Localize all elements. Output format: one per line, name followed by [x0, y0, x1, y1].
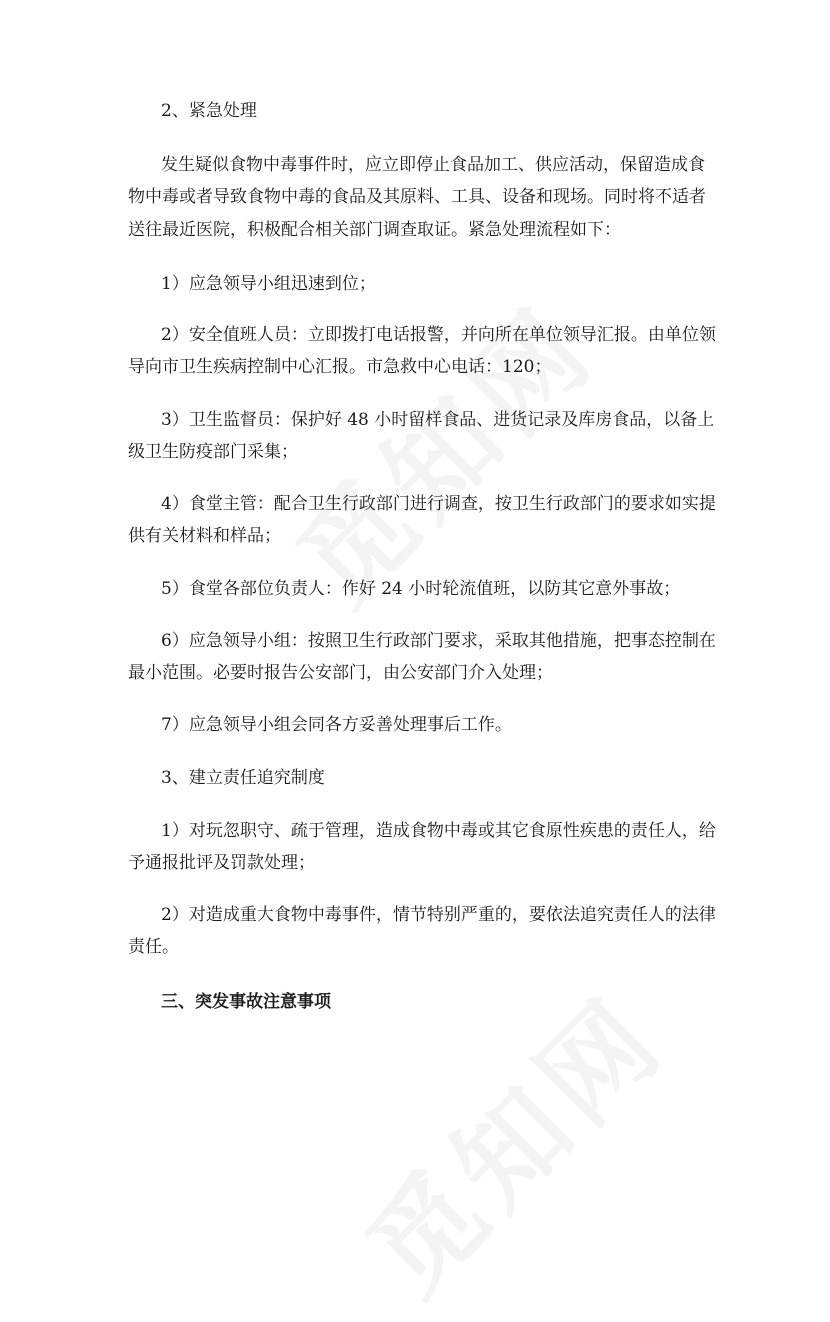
paragraph-line: 物中毒或者导致食物中毒的食品及其原料、工具、设备和现场。同时将不适者 — [128, 187, 706, 207]
list-item: 1）应急领导小组迅速到位； — [161, 274, 376, 294]
list-item: 6）应急领导小组：按照卫生行政部门要求，采取其他措施，把事态控制在 — [161, 631, 716, 651]
list-item: 4）食堂主管：配合卫生行政部门进行调查，按卫生行政部门的要求如实提 — [161, 494, 716, 514]
section-heading: 3、建立责任追究制度 — [161, 768, 325, 788]
list-item: 供有关材料和样品； — [128, 526, 281, 546]
list-item: 2）对造成重大食物中毒事件，情节特别严重的，要依法追究责任人的法律 — [161, 905, 716, 925]
paragraph-line: 发生疑似食物中毒事件时，应立即停止食品加工、供应活动，保留造成食 — [161, 155, 705, 175]
list-item: 级卫生防疫部门采集； — [128, 442, 298, 462]
section-heading: 2、紧急处理 — [161, 101, 257, 121]
list-item: 导向市卫生疾病控制中心汇报。市急救中心电话：120； — [128, 357, 552, 377]
list-item: 责任。 — [128, 937, 179, 957]
list-item: 2）安全值班人员：立即拨打电话报警，并向所在单位领导汇报。由单位领 — [161, 325, 716, 345]
watermark — [257, 266, 623, 632]
list-item: 5）食堂各部位负责人：作好 24 小时轮流值班，以防其它意外事故； — [161, 579, 681, 599]
paragraph-line: 送往最近医院，积极配合相关部门调查取证。紧急处理流程如下： — [128, 220, 621, 240]
list-item: 最小范围。必要时报告公安部门，由公安部门介入处理； — [128, 663, 553, 683]
list-item: 1）对玩忽职守、疏于管理，造成食物中毒或其它食原性疾患的责任人，给 — [161, 821, 716, 841]
chapter-heading: 三、突发事故注意事项 — [161, 992, 331, 1012]
list-item: 7）应急领导小组会同各方妥善处理事后工作。 — [161, 715, 512, 735]
list-item: 3）卫生监督员：保护好 48 小时留样食品、进货记录及库房食品，以备上 — [161, 410, 715, 430]
list-item: 予通报批评及罚款处理； — [128, 853, 315, 873]
watermark — [327, 956, 693, 1322]
